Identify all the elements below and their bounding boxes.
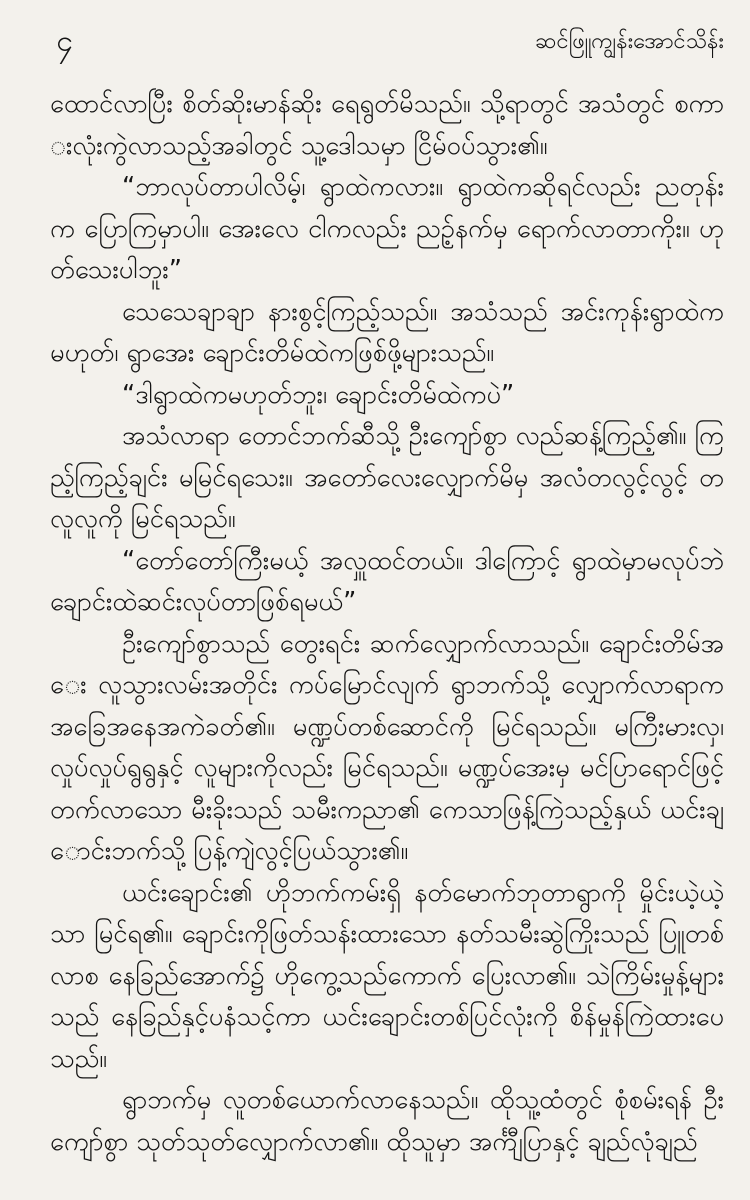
paragraph-4: “ဒါရွာထဲကမဟုတ်ဘူး၊ ချောင်းတိမ်ထဲကပဲ” xyxy=(122,379,515,410)
paragraph-5: အသံလာရာ တောင်ဘက်ဆီသို့ ဦးကျော်စွာ လည်ဆန့်ကြည့်၏။ ကြည့်ကြည့်ချင်း မမြင်ရသေး။ အတော်လေးလျှောက်မိမှ အလံတလွင့်လွင့် တလူလူကို မြင်ရသည်။ xyxy=(50,421,724,534)
paragraph-3: သေသေချာချာ နားစွင့်ကြည့်သည်။ အသံသည် အင်းကုန်းရွာထဲက မဟုတ်၊ ရွာအေး ချောင်းတိမ်ထဲကဖြစ်ဖို့များသည်။ xyxy=(50,296,724,368)
body-text xyxy=(50,84,724,1190)
paragraph-8: ယင်းချောင်း၏ ဟိုဘက်ကမ်းရှိ နတ်မောက်ဘုတာရွာကို မှိုင်းယဲ့ယဲ့သာ မြင်ရ၏။ ချောင်းကိုဖြတ်သန်းထားသော နတ်သမီးဆွဲကြိုးသည် ပြူတစ်လာစ နေခြည်အောက်၌ ဟိုကွေ့သည်ကောက် ပြေးလာ၏။ သဲကြိမ်းမှုန့်များသည် နေခြည်နှင့်ပနံသင့်ကာ ယင်းချောင်းတစ်ပြင်လုံးကို စိန်မှုန်ကြဲထားပေသည်။ xyxy=(50,877,724,1074)
paragraph-7: ဦးကျော်စွာသည် တွေးရင်း ဆက်လျှောက်လာသည်။ ချောင်းတိမ်အေး လူသွားလမ်းအတိုင်း ကပ်မြောင်လျက် ရွာဘက်သို့ လျှောက်လာရာက အခြေအနေအကဲခတ်၏။ မဏ္ဍပ်တစ်ဆောင်ကို မြင်ရသည်။ မကြီးမားလှ၊ လှုပ်လှုပ်ရွရွနှင့် လူများကိုလည်း မြင်ရသည်။ မဏ္ဍပ်အေးမှ မင်ပြာရောင်ဖြင့် တက်လာသော မီးခိုးသည် သမီးကညာ၏ ကေသာဖြန့်ကြဲသည့်နှယ် ယင်းချောင်းဘက်သို့ ပြန့်ကျဲလွင့်ပြယ်သွား၏။ xyxy=(50,628,724,866)
running-title: ဆင်ဖြူကျွန်းအောင်သိန်း xyxy=(535,29,724,54)
paragraph-6: “တော်တော်ကြီးမယ့် အလှူထင်တယ်။ ဒါကြောင့် ရွာထဲမှာမလုပ်ဘဲ ချောင်းထဲဆင်းလုပ်တာဖြစ်ရမယ်” xyxy=(50,545,724,617)
page-header xyxy=(56,18,724,66)
paragraph-2: “ဘာလုပ်တာပါလိမ့်၊ ရွာထဲကလား။ ရွာထဲကဆိုရင်လည်း ညတုန်းက ပြောကြမှာပါ။ အေးလေ ငါကလည်း ညဉ့်နက်မှ ရောက်လာတာကိုး။ ဟုတ်သေးပါဘူး” xyxy=(50,172,724,285)
paragraph-9: ရွာဘက်မှ လူတစ်ယောက်လာနေသည်။ ထိုသူ့ထံတွင် စုံစမ်းရန် ဦးကျော်စွာ သုတ်သုတ်လျှောက်လာ၏။ ထိုသူမှာ အင်္ကျီပြာနှင့် ချည်လုံချည် xyxy=(50,1085,724,1157)
paragraph-1: ထောင်လာပြီး စိတ်ဆိုးမာန်ဆိုး ရေရွတ်မိသည်။ သို့ရာတွင် အသံတွင် စကားလုံးကွဲလာသည့်အခါတွင် သူ့ဒေါသမှာ ငြိမ်ဝပ်သွား၏။ xyxy=(50,89,724,161)
page-number: ၄ xyxy=(56,24,73,59)
